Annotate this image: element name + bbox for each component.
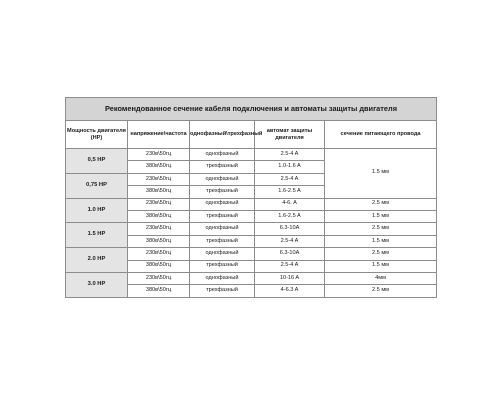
breaker-cell: 6.3-10A: [255, 223, 325, 235]
power-cell: 0,75 HP: [66, 173, 128, 198]
header-power: Мощность двигателя (HP): [66, 121, 128, 149]
phase-cell: трехфазный: [190, 235, 255, 247]
voltage-cell: 380в\50гц: [128, 260, 190, 272]
voltage-cell: 380в\50гц: [128, 235, 190, 247]
phase-cell: однофазный: [190, 223, 255, 235]
phase-cell: трехфазный: [190, 186, 255, 198]
header-breaker: автомат защиты двигателя: [255, 121, 325, 149]
breaker-cell: 6.3-10A: [255, 248, 325, 260]
power-cell: 1.0 HP: [66, 198, 128, 223]
voltage-cell: 380в\50гц: [128, 186, 190, 198]
section-cell: 2.5 мм: [325, 248, 437, 260]
section-cell: 1.5 мм: [325, 260, 437, 272]
section-cell: 4мм: [325, 272, 437, 284]
section-cell: 1.5 мм: [325, 210, 437, 222]
breaker-cell: 1.6-2.5 A: [255, 186, 325, 198]
breaker-cell: 4-6.3 A: [255, 285, 325, 297]
phase-cell: однофазный: [190, 248, 255, 260]
voltage-cell: 380в\50гц: [128, 285, 190, 297]
voltage-cell: 230в\50гц: [128, 173, 190, 185]
breaker-cell: 2.5-4 A: [255, 149, 325, 161]
table-row: [66, 223, 437, 235]
header-section: сечение питающего провода: [325, 121, 437, 149]
power-cell: 2.0 HP: [66, 248, 128, 273]
phase-cell: однофазный: [190, 198, 255, 210]
voltage-cell: 380в\50гц: [128, 161, 190, 173]
section-cell: 2.5 мм: [325, 198, 437, 210]
table-title: Рекомендованное сечение кабеля подключения и автоматы защиты двигателя: [66, 98, 437, 121]
voltage-cell: 230в\50гц: [128, 248, 190, 260]
header-phase: однофазный\трехфазный: [190, 121, 255, 149]
voltage-cell: 230в\50гц: [128, 149, 190, 161]
breaker-cell: 4-6. A: [255, 198, 325, 210]
voltage-cell: 230в\50гц: [128, 223, 190, 235]
section-cell: 2.5 мм: [325, 223, 437, 235]
phase-cell: трехфазный: [190, 285, 255, 297]
table-row: [66, 198, 437, 210]
cable-section-table: [65, 97, 437, 298]
phase-cell: трехфазный: [190, 210, 255, 222]
breaker-cell: 2.5-4 A: [255, 173, 325, 185]
phase-cell: трехфазный: [190, 260, 255, 272]
power-cell: 0,5 HP: [66, 149, 128, 174]
section-cell: 2.5 мм: [325, 285, 437, 297]
breaker-cell: 1.6-2.5 A: [255, 210, 325, 222]
breaker-cell: 2.5-4 A: [255, 260, 325, 272]
table-row: [66, 272, 437, 284]
table-row: [66, 248, 437, 260]
phase-cell: однофазный: [190, 149, 255, 161]
phase-cell: однофазный: [190, 272, 255, 284]
power-cell: 3.0 HP: [66, 272, 128, 297]
header-voltage: напряжение\частота: [128, 121, 190, 149]
breaker-cell: 10-16 A: [255, 272, 325, 284]
voltage-cell: 230в\50гц: [128, 272, 190, 284]
phase-cell: однофазный: [190, 173, 255, 185]
breaker-cell: 1.0-1.6 A: [255, 161, 325, 173]
phase-cell: трехфазный: [190, 161, 255, 173]
breaker-cell: 2.5-4 A: [255, 235, 325, 247]
section-cell: 1.5 мм: [325, 235, 437, 247]
voltage-cell: 380в\50гц: [128, 210, 190, 222]
voltage-cell: 230в\50гц: [128, 198, 190, 210]
section-cell: 1.5 мм: [325, 149, 437, 199]
table-row: [66, 149, 437, 161]
cable-table-container: [65, 97, 436, 298]
power-cell: 1.5 HP: [66, 223, 128, 248]
